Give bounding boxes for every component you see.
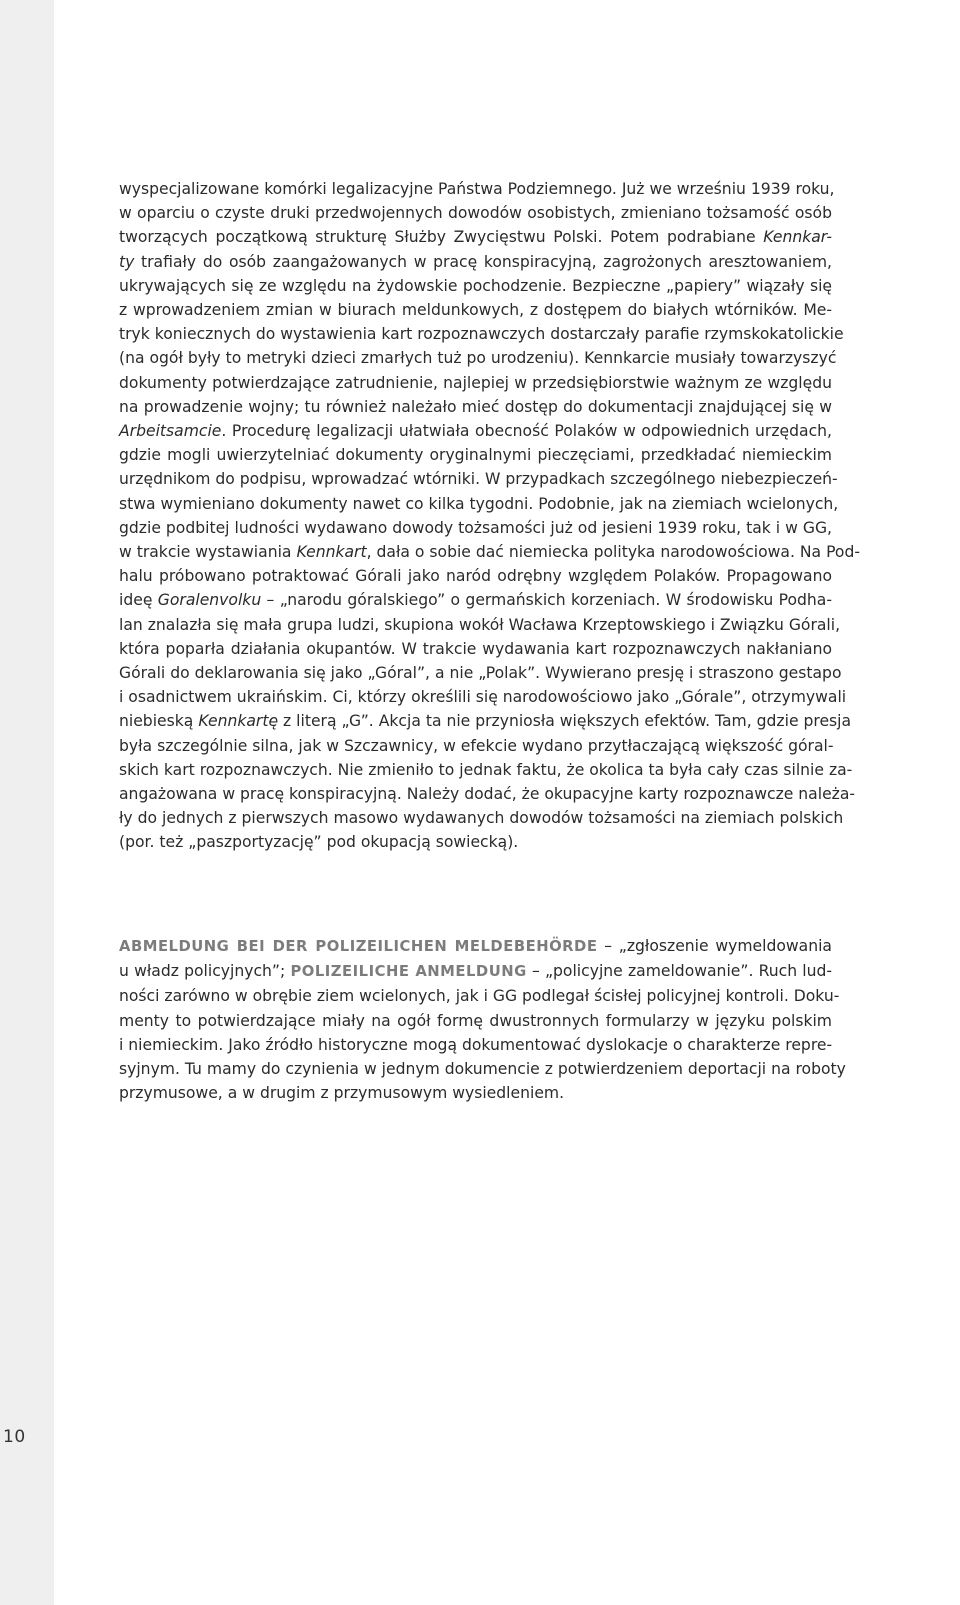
text-run: była szczególnie silna, jak w Szczawnicy, w efekcie wydano przytłaczającą większość góral-: [119, 736, 834, 755]
text-run: gdzie mogli uwierzytelniać dokumenty oryginalnymi pieczęciami, przedkładać niemieckim: [119, 446, 832, 465]
text-run: syjnym. Tu mamy do czynienia w jednym dokumencie z potwierdzeniem deportacji na roboty: [119, 1060, 846, 1079]
text-line: [119, 371, 832, 395]
text-line: [119, 734, 832, 758]
text-line: [119, 516, 832, 540]
italic-term: Arbeitsamcie: [119, 422, 222, 441]
text-line: [119, 540, 860, 564]
text-line: [119, 1081, 832, 1105]
text-line: [119, 419, 832, 443]
text-run: trafiały do osób zaangażowanych w pracę konspiracyjną, zagrożonych aresztowaniem,: [134, 252, 832, 271]
text-run: – „policyjne zameldowanie”. Ruch lud-: [526, 962, 833, 981]
italic-term: Goralenvolku: [157, 591, 262, 610]
text-run: przymusowe, a w drugim z przymusowym wysiedleniem.: [119, 1084, 565, 1103]
text-run: , dała o sobie dać niemiecka polityka narodowościowa. Na Pod-: [366, 543, 860, 562]
text-run: w oparciu o czyste druki przedwojennych dowodów osobistych, zmieniano tożsamość osób: [119, 204, 832, 223]
text-line: [119, 934, 832, 959]
text-line: [119, 830, 832, 854]
italic-term: Kennkartę: [198, 712, 279, 731]
glossary-term: POLIZEILICHE ANMELDUNG: [290, 963, 527, 981]
text-line: [119, 492, 839, 516]
text-run: i niemieckim. Jako źródło historyczne mogą dokumentować dyslokacje o charakterze repre-: [119, 1035, 833, 1054]
text-run: na prowadzenie wojny; tu również należało mieć dostęp do dokumentacji znajdującej się w: [119, 397, 832, 416]
text-line: [119, 782, 856, 806]
text-line: [119, 467, 838, 491]
text-run: u władz policyjnych”;: [119, 962, 291, 981]
text-run: ły do jednych z pierwszych masowo wydawanych dowodów tożsamości na ziemiach polskich: [119, 809, 844, 828]
text-line: [119, 637, 832, 661]
text-line: [119, 588, 832, 612]
text-run: ności zarówno w obrębie ziem wcielonych, jak i GG podlegał ścisłej policyjnej kontroli. Doku-: [119, 987, 840, 1006]
text-run: – „zgłoszenie wymeldowania: [597, 937, 832, 955]
page-margin-strip: [0, 0, 54, 1605]
text-run: urzędnikom do podpisu, wprowadzać wtórniki. W przypadkach szczególnego niebezpieczeń-: [119, 470, 838, 489]
text-run: ukrywających się ze względu na żydowskie pochodzenie. Bezpieczne „papiery” wiązały się: [119, 276, 832, 295]
text-run: niebieską: [119, 712, 199, 731]
text-line: [119, 274, 832, 298]
italic-term: ty: [119, 252, 135, 271]
text-line: [119, 322, 844, 346]
text-line: [119, 564, 832, 588]
text-line: [119, 1033, 832, 1057]
text-run: i osadnictwem ukraińskim. Ci, którzy określili się narodowościowo jako „Górale”, otrzymywali: [119, 688, 847, 707]
text-run: ideę: [119, 591, 158, 610]
text-line: [119, 758, 853, 782]
text-run: wyspecjalizowane komórki legalizacyjne Państwa Podziemnego. Już we wrześniu 1939 roku,: [119, 180, 835, 198]
italic-term: Kennkar-: [763, 228, 832, 247]
text-line: [119, 613, 841, 637]
text-run: dokumenty potwierdzające zatrudnienie, najlepiej w przedsiębiorstwie ważnym ze względu: [119, 373, 832, 392]
text-line: [119, 177, 835, 201]
text-line: [119, 806, 844, 830]
text-run: stwa wymieniano dokumenty nawet co kilka tygodni. Podobnie, jak na ziemiach wcielonych,: [119, 494, 839, 513]
text-line: [119, 959, 832, 984]
text-line: [119, 661, 842, 685]
paragraph-kennkarte: [119, 177, 860, 855]
page-number: 10: [3, 1427, 26, 1447]
italic-term: Kennkart: [296, 543, 367, 562]
text-run: (por. też „paszportyzację” pod okupacją sowiecką).: [119, 833, 519, 852]
text-run: z wprowadzeniem zmian w biurach meldunkowych, z dostępem do białych wtórników. Me-: [119, 301, 832, 320]
text-run: (na ogół były to metryki dzieci zmarłych tuż po urodzeniu). Kennkarcie musiały towarzyszyć: [119, 349, 837, 368]
text-run: – „narodu góralskiego” o germańskich korzeniach. W środowisku Podha-: [261, 591, 832, 610]
text-line: [119, 298, 832, 322]
text-run: gdzie podbitej ludności wydawano dowody tożsamości już od jesieni 1939 roku, tak i w GG,: [119, 518, 832, 537]
text-line: [119, 395, 832, 419]
text-run: angażowana w pracę konspiracyjną. Należy dodać, że okupacyjne karty rozpoznawcze należa-: [119, 785, 856, 804]
text-line: [119, 225, 832, 249]
text-run: lan znalazła się mała grupa ludzi, skupiona wokół Wacława Krzeptowskiego i Związku Górali,: [119, 615, 841, 634]
text-line: [119, 984, 840, 1008]
text-run: skich kart rozpoznawczych. Nie zmieniło to jednak faktu, że okolica ta była cały czas silnie za-: [119, 760, 853, 779]
text-run: tryk koniecznych do wystawienia kart rozpoznawczych dostarczały parafie rzymskokatolickie: [119, 325, 844, 344]
text-run: z literą „G”. Akcja ta nie przyniosła większych efektów. Tam, gdzie presja: [278, 712, 852, 731]
text-run: która poparła działania okupantów. W trakcie wydawania kart rozpoznawczych nakłaniano: [119, 639, 832, 658]
text-run: tworzących początkową strukturę Służby Zwycięstwu Polski. Potem podrabiane: [119, 228, 764, 247]
text-line: [119, 709, 852, 733]
text-run: . Procedurę legalizacji ułatwiała obecność Polaków w odpowiednich urzędach,: [221, 422, 832, 441]
text-run: Górali do deklarowania się jako „Góral”, a nie „Polak”. Wywierano presję i straszono gestapo: [119, 664, 842, 683]
text-line: [119, 201, 832, 225]
text-run: halu próbowano potraktować Górali jako naród odrębny względem Polaków. Propagowano: [119, 567, 832, 586]
text-run: w trakcie wystawiania: [119, 543, 297, 562]
text-line: [119, 685, 847, 709]
text-line: [119, 250, 832, 274]
text-line: [119, 346, 837, 370]
text-line: [119, 1009, 832, 1033]
text-line: [119, 443, 832, 467]
text-line: [119, 1057, 846, 1081]
paragraph-abmeldung: [119, 934, 846, 1105]
text-run: menty to potwierdzające miały na ogół formę dwustronnych formularzy w języku polskim: [119, 1011, 832, 1030]
glossary-term: ABMELDUNG BEI DER POLIZEILICHEN MELDEBEHÖRDE: [119, 938, 598, 955]
